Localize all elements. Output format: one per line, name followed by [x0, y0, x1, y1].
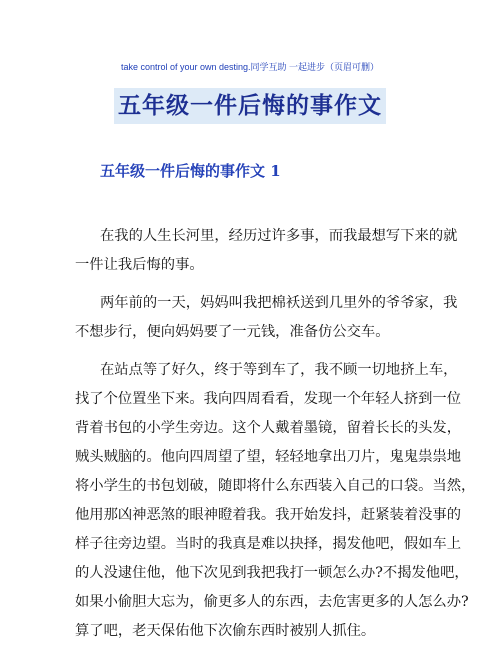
text-line: 样子往旁边望。当时的我真是难以抉择，揭发他吧，假如车上	[75, 536, 462, 552]
text-line: 找了个位置坐下来。我向四周看看，发现一个年轻人挤到一位	[75, 391, 462, 407]
title-wrap	[0, 88, 500, 124]
page-header-slogan: take control of your own desting.同学互助 一起进步（页眉可删）	[120, 62, 380, 72]
text-line: 在我的人生长河里，经历过许多事，而我最想写下来的就	[100, 228, 458, 244]
paragraph	[75, 222, 458, 280]
paragraph	[75, 356, 476, 646]
text-line: 在站点等了好久，终于等到车了，我不顾一切地挤上车，	[100, 362, 458, 378]
text-line: 他用那凶神恶煞的眼神瞪着我。我开始发抖，赶紧装着没事的	[75, 507, 462, 523]
text-line: 如果小偷胆大忘为，偷更多人的东西，去危害更多的人怎么办?	[75, 594, 469, 610]
text-line: 两年前的一天，妈妈叫我把棉袄送到几里外的爷爷家，我	[100, 295, 458, 311]
paragraph	[75, 289, 458, 347]
document-title: 五年级一件后悔的事作文	[114, 88, 386, 124]
text-line: 贼头贼脑的。他向四周望了望，轻轻地拿出刀片，鬼鬼祟祟地	[75, 449, 462, 465]
text-line: 的人没逮住他，他下次见到我把我打一顿怎么办?不揭发他吧，	[75, 565, 469, 581]
text-line: 背着书包的小学生旁边。这个人戴着墨镜，留着长长的头发，	[75, 420, 462, 436]
text-line: 将小学生的书包划破，随即将什么东西装入自己的口袋。当然，	[75, 478, 476, 494]
body-text	[75, 222, 476, 655]
text-line: 一件让我后悔的事。	[75, 257, 204, 273]
section-subtitle: 五年级一件后悔的事作文 1	[100, 162, 281, 180]
text-line: 不想步行，便向妈妈要了一元钱，准备仿公交车。	[75, 324, 390, 340]
text-line: 算了吧，老天保佑他下次偷东西时被别人抓住。	[75, 623, 376, 639]
